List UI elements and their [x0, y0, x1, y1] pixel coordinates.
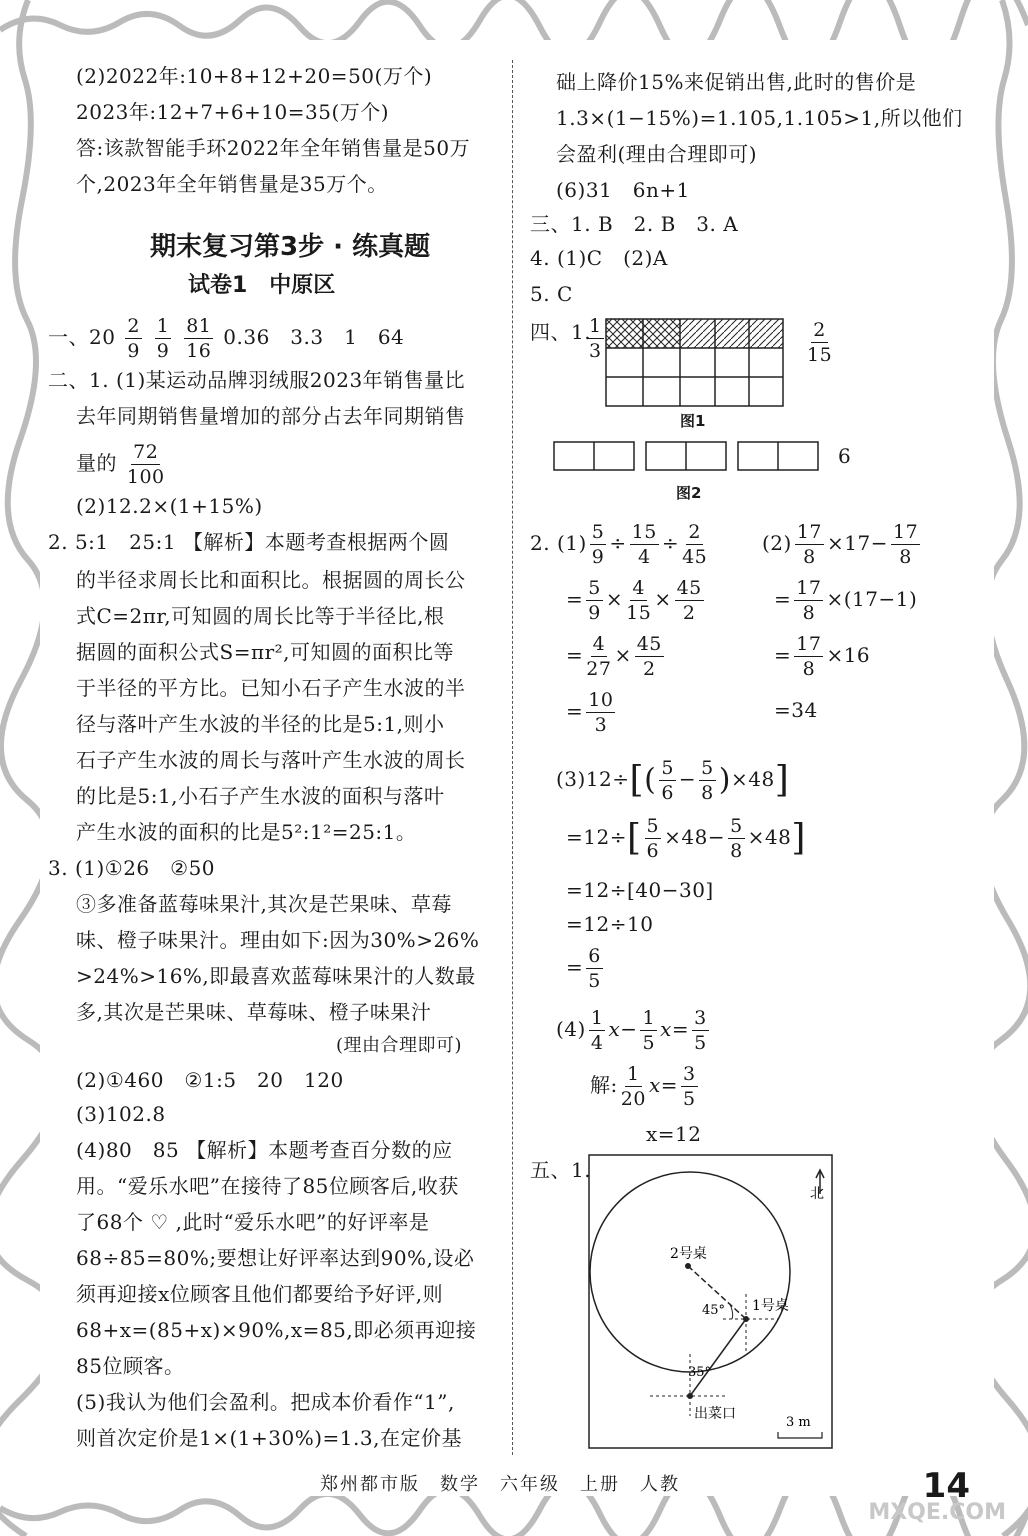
calc-step: = $\frac{17}{8}$ ×16	[774, 633, 871, 680]
answer-line: 的半径求周长比和面积比。根据圆的周长公	[76, 568, 466, 592]
calc-step: (4) $\frac{1}{4}$ x− $\frac{1}{5}$ x= $\frac{3}{5}$	[556, 1007, 707, 1054]
calc-step: =34	[774, 698, 818, 722]
north-label: 北	[810, 1186, 824, 1202]
fraction: $\frac{2}{9}$	[127, 315, 140, 362]
answer-line: 2023年:12+7+6+10=35(万个)	[76, 100, 390, 124]
fraction: $\frac{1}{9}$	[156, 315, 170, 362]
answer-line: 去年同期销售量增加的部分占去年同期销售	[76, 404, 466, 428]
page-border-right	[994, 0, 1028, 1536]
watermark: MXQE.COM	[868, 1500, 1006, 1525]
fraction-answer: $\frac{2}{15}$	[807, 319, 833, 366]
calc-step: = $\frac{10}{3}$	[566, 689, 614, 736]
calc-step: = $\frac{4}{27}$ × $\frac{45}{2}$	[566, 633, 662, 680]
calc-step: = $\frac{17}{8}$ ×(17−1)	[774, 577, 918, 624]
calc-step: =12÷[ $\frac{5}{6}$ ×48− $\frac{5}{8}$ ×48]	[566, 815, 806, 862]
answer-line: 的比是5:1,小石子产生水波的面积与落叶	[76, 784, 445, 808]
answer-line: 三、1. B 2. B 3. A	[530, 212, 739, 236]
answer-line: 4. (1)C (2)A	[530, 246, 668, 270]
answer-line: (4)80 85 【解析】本题考查百分数的应	[76, 1138, 453, 1162]
figure-answer: 6	[838, 444, 852, 468]
answer-line: 85位顾客。	[76, 1354, 185, 1378]
calc-step: = $\frac{6}{5}$	[566, 945, 601, 992]
map-diagram	[588, 1154, 834, 1450]
calc-step: (3)12÷[( $\frac{5}{6}$ − $\frac{5}{8}$ )×48]	[556, 757, 790, 804]
answer-line: 2. 5:1 25:1 【解析】本题考查根据两个圆	[48, 530, 450, 554]
calc-step: =12÷10	[566, 912, 654, 936]
answer-line: (2)2022年:10+8+12+20=50(万个)	[76, 64, 433, 88]
map-frame	[589, 1155, 832, 1448]
fraction-grid-figure	[605, 318, 785, 408]
answer-line: 须再迎接x位顾客且他们都要给予好评,则	[76, 1282, 444, 1306]
table2-label: 2号桌	[670, 1246, 707, 1262]
angle-label: 35°	[688, 1365, 712, 1380]
answer-line: 于半径的平方比。已知小石子产生水波的半	[76, 676, 466, 700]
answer-line: 5. C	[530, 282, 573, 306]
calc-step: 2. (1) $\frac{5}{9}$ ÷ $\frac{15}{4}$ ÷ $\frac{2}{45}$	[530, 521, 708, 568]
answer-line: 68+x=(85+x)×90%,x=85,即必须再迎接	[76, 1318, 477, 1342]
answer-line: 答:该款智能手环2022年全年销售量是50万	[76, 136, 471, 160]
fraction: $\frac{81}{16}$	[186, 315, 212, 362]
answer-line: 会盈利(理由合理即可)	[556, 142, 758, 166]
answer-line: 径与落叶产生水波的半径的比是5:1,则小	[76, 712, 445, 736]
figure-caption: 图1	[680, 412, 706, 430]
scale-bar	[778, 1432, 822, 1438]
answer-line: 石子产生水波的周长与落叶产生水波的周长	[76, 748, 466, 772]
fraction-label: $\frac{1}{3}$	[589, 315, 602, 362]
section-title: 期末复习第3步 · 练真题	[150, 232, 431, 262]
page-border-top	[0, 0, 1028, 40]
answer-line: 了68个 ♡ ,此时“爱乐水吧”的好评率是	[76, 1210, 430, 1234]
scale-label: 3 m	[786, 1415, 811, 1430]
exam-title: 试卷1 中原区	[188, 273, 336, 298]
answer-line: 1.3×(1−15%)=1.105,1.105>1,所以他们	[556, 106, 963, 130]
answer-line: 味、橙子味果汁。理由如下:因为30%>26%	[76, 928, 480, 952]
calc-step: = $\frac{5}{9}$ × $\frac{4}{15}$ × $\frac{45}{2}$	[566, 577, 702, 624]
answer-line: 产生水波的面积的比是5²:1²=25:1。	[76, 820, 417, 844]
angle-label: 45°	[702, 1303, 726, 1318]
answer-note: (理由合理即可)	[336, 1035, 463, 1056]
figure-caption: 图2	[676, 484, 702, 502]
column-divider	[512, 60, 513, 1455]
answer-line: (2)12.2×(1+15%)	[76, 494, 263, 518]
footer-edition: 郑州都市版 数学 六年级 上册 人教	[320, 1474, 680, 1495]
answer-line: (2)①460 ②1:5 20 120	[76, 1068, 344, 1092]
calc-step: =12÷[40−30]	[566, 878, 714, 902]
answer-line: 则首次定价是1×(1+30%)=1.3,在定价基	[76, 1426, 462, 1450]
answer-line: 个,2023年全年销售量是35万个。	[76, 172, 388, 196]
table1-label: 1号桌	[752, 1298, 789, 1314]
answer-line: 量的 $\frac{72}{100}$	[76, 441, 165, 488]
answer-line: 据圆的面积公式S=πr²,可知圆的面积比等	[76, 640, 455, 664]
answer-line: 68÷85=80%;要想让好评率达到90%,设必	[76, 1246, 475, 1270]
calc-step: 解: $\frac{1}{20}$ x= $\frac{3}{5}$	[590, 1063, 696, 1110]
exit-label: 出菜口	[694, 1406, 736, 1422]
table-circle	[590, 1172, 790, 1372]
answer-line: 用。“爱乐水吧”在接待了85位顾客后,收获	[76, 1174, 459, 1198]
box-grouping-figure	[552, 440, 822, 472]
answer-line: 础上降价15%来促销出售,此时的售价是	[556, 70, 917, 94]
calc-step: (2) $\frac{17}{8}$ ×17− $\frac{17}{8}$	[762, 521, 919, 568]
answer-line: 二、1. (1)某运动品牌羽绒服2023年销售量比	[48, 368, 466, 392]
calc-step: x=12	[646, 1122, 702, 1146]
answer-line: 3. (1)①26 ②50	[48, 856, 216, 880]
answer-line: ③多准备蓝莓味果汁,其次是芒果味、草莓	[76, 892, 452, 916]
answer-line: 式C=2πr,可知圆的周长比等于半径比,根	[76, 604, 445, 628]
page-number: 14	[922, 1466, 970, 1506]
question-label: 五、1.	[530, 1158, 592, 1182]
answer-line: (6)31 6n+1	[556, 178, 690, 202]
page-border-left	[0, 0, 40, 1536]
fraction: $\frac{72}{100}$	[126, 441, 165, 488]
question-label: 四、1.	[530, 320, 592, 344]
answer-line: (5)我认为他们会盈利。把成本价看作“1”,	[76, 1390, 455, 1414]
answer-line: >24%>16%,即最喜欢蓝莓味果汁的人数最	[76, 964, 476, 988]
question-1-answers: 一、20 $\frac{2}{9}$ $\frac{1}{9}$ $\frac{81}{16}$ 0.36 3.3 1 64	[48, 315, 405, 362]
answer-line: (3)102.8	[76, 1102, 166, 1126]
answer-line: 多,其次是芒果味、草莓味、橙子味果汁	[76, 1000, 432, 1024]
